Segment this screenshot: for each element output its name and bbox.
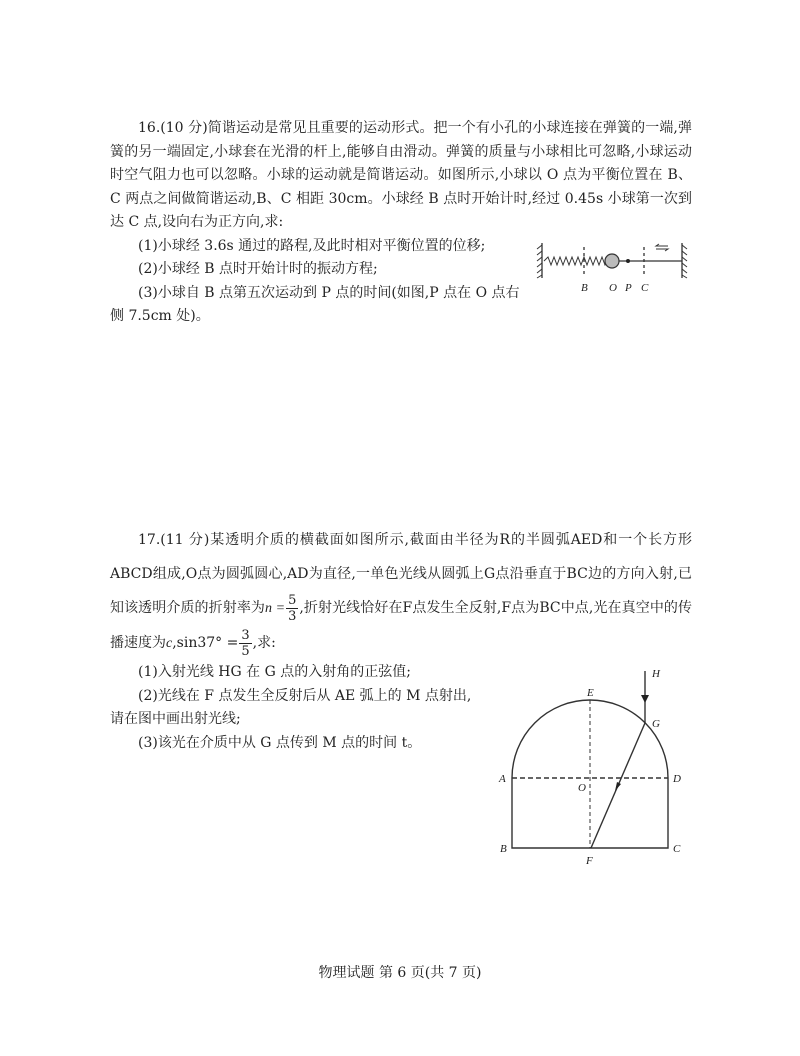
label-d: D (673, 773, 681, 785)
q17-stem (110, 523, 692, 661)
ball (605, 254, 619, 268)
q17-stem-part3: ,求: (252, 635, 276, 651)
sin-fraction (239, 628, 251, 659)
q16-item-3: (3)小球自 B 点第五次运动到 P 点的时间(如图,P 点在 O 点右侧 7.5cm 处)。 (110, 284, 520, 324)
q17-item-1: (1)入射光线 HG 在 G 点的入射角的正弦值; (138, 664, 411, 680)
q17-stem-part1: 某透明介质的横截面如图所示,截面由半径为R的半圆弧AED和一个长方形ABCD组成,O点为圆弧圆心,AD为直径,一单色光线从圆弧上G点沿垂直于BC边的方向入射,已知该透明介质的折射率为 (110, 532, 692, 616)
q17-number: 17. (138, 532, 161, 548)
q17-score: (11 分) (160, 532, 210, 548)
q17-section (110, 523, 692, 871)
q16-section (110, 117, 692, 329)
q16-stem-text: 简谐运动是常见且重要的运动形式。把一个有小孔的小球连接在弹簧的一端,弹簧的另一端固定,小球套在光滑的杆上,能够自由滑动。弹簧的质量与小球相比可忽略,小球运动时空气阻力也可以忽略。小球的运动就是简谐运动。如图所示,小球以 O 点为平衡位置在 B、C 两点之间做简谐运动,B、C 相距 30cm。小球经 B 点时开始计时,经过 0.45s 小球第一次到达 C 点,设向右为正方向,求: (110, 120, 692, 230)
q17-item-3: (3)该光在介质中从 G 点传到 M 点的时间 t。 (138, 734, 422, 751)
point-p (626, 259, 630, 263)
sin-label: ,sin37° = (172, 635, 239, 651)
q16-stem (110, 117, 692, 235)
n-label: n = (265, 601, 286, 616)
q17-stem-part2: ,折射光线恰好在F点发生全反射,F点为BC中点,光在真空中的传播速度为 (110, 600, 692, 651)
arrow-ray-icon (615, 782, 621, 791)
label-b: B (500, 843, 507, 855)
n-fraction (286, 593, 298, 624)
page-footer: 物理试题 第 6 页(共 7 页) (318, 965, 482, 981)
double-arrow-icon (656, 244, 668, 251)
label-e: E (587, 687, 594, 699)
c-label: c (166, 636, 173, 651)
label-a: A (499, 773, 506, 785)
label-o: O (609, 281, 617, 294)
spring (544, 257, 608, 265)
sin-numerator: 3 (241, 627, 250, 643)
q17-item-2: (2)光线在 F 点发生全反射后从 AE 弧上的 M 点射出,请在图中画出射光线; (110, 687, 472, 727)
optics-figure (492, 661, 692, 871)
q16-item-2: (2)小球经 B 点时开始计时的振动方程; (138, 261, 378, 277)
label-c: C (641, 281, 649, 294)
n-numerator: 5 (288, 592, 297, 608)
label-p: P (625, 281, 632, 294)
q16-number: 16. (138, 120, 161, 136)
sin-denominator: 5 (241, 643, 250, 659)
arrow-down-icon (641, 695, 649, 703)
n-denominator: 3 (288, 608, 297, 624)
label-h: H (652, 668, 660, 680)
q16-item-1: (1)小球经 3.6s 通过的路程,及此时相对平衡位置的位移; (138, 237, 486, 254)
spring-oscillator-figure (532, 235, 692, 299)
q16-score: (10 分) (160, 120, 208, 136)
label-f: F (586, 855, 593, 867)
label-c: C (673, 843, 681, 855)
label-g: G (652, 718, 660, 730)
label-b: B (581, 281, 588, 294)
label-o: O (578, 782, 586, 794)
